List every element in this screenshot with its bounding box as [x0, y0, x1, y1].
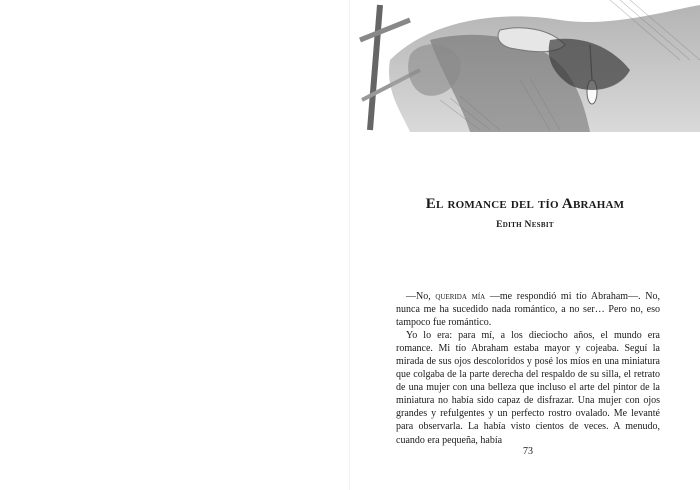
sketch-image: [350, 0, 700, 132]
paragraph-2: Yo lo era: para mí, a los dieciocho años, el mundo era romance. Mi tío Abraham estaba mayor y cojeaba. Seguí la mirada de sus ojos descoloridos y posé los míos en una miniatura que colgaba de la parte derecha del respaldo de su silla, el retrato de una mujer con una belleza que incluso el arte del pintor de la miniatura no había sido capaz de disfrazar. Una mujer con ojos grandes y refulgentes y un perfecto rostro ovalado. Me levanté para observarla. La había visto cientos de veces. A menudo, cuando era pequeña, había: [396, 330, 660, 446]
story-author: Edith Nesbit: [496, 220, 554, 230]
story-title: El romance del tío Abraham: [425, 196, 625, 212]
page-number: 73: [523, 446, 533, 457]
paragraph-1-lead: —No,: [406, 291, 436, 302]
body-text: [396, 290, 660, 447]
paragraph-1-rest: —me respondió mi tío Abraham—. No, nunca me ha sucedido nada romántico, a no ser… Pero no, eso tampoco fue romántico.: [396, 291, 660, 329]
paragraph-1-smallcaps: querida mía: [435, 291, 486, 302]
pencil-illustration: [350, 0, 700, 132]
paragraph-1: [396, 290, 660, 329]
